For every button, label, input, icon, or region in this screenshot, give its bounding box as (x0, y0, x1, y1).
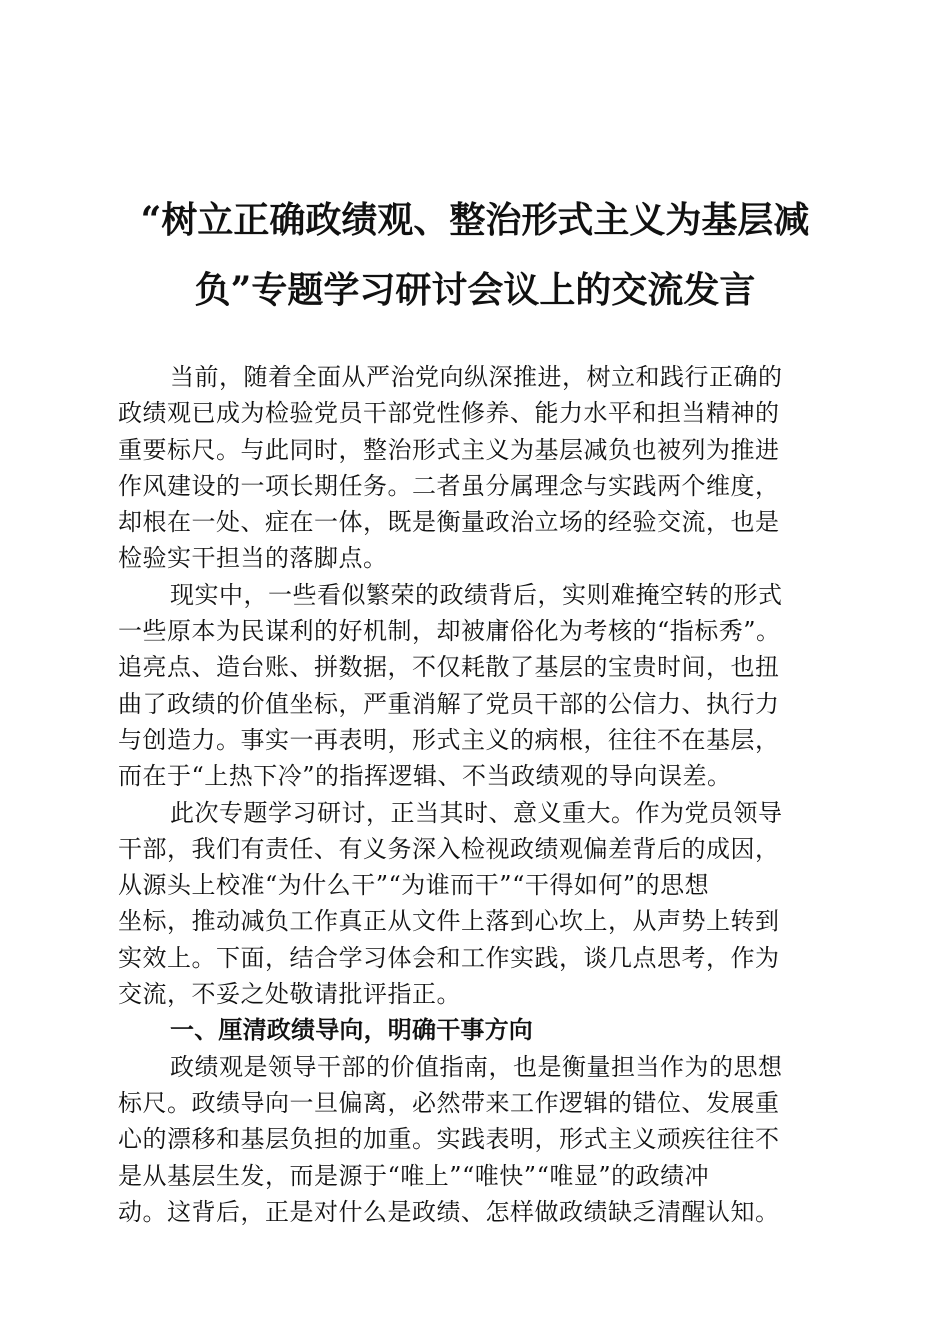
paragraph-line: 政绩观已成为检验党员干部党性修养、能力水平和担当精神的 (118, 399, 780, 428)
paragraph-line: 从源头上校准“为什么干”“为谁而干”“干得如何”的思想 (118, 871, 710, 900)
paragraph-line: 动。这背后，正是对什么是政绩、怎样做政绩缺乏清醒认知。 (118, 1197, 780, 1226)
paragraph-line: 心的漂移和基层负担的加重。实践表明，形式主义顽疾往往不 (118, 1125, 780, 1154)
paragraph-line: 是从基层生发，而是源于“唯上”“唯快”“唯显”的政绩冲 (118, 1161, 710, 1190)
paragraph-line: 此次专题学习研讨，正当其时、意义重大。作为党员领导 (170, 798, 783, 827)
paragraph-line: 曲了政绩的价值坐标，严重消解了党员干部的公信力、执行力 (118, 689, 780, 718)
paragraph-line: 交流，不妥之处敬请批评指正。 (118, 980, 461, 1009)
paragraph-line: 实效上。下面，结合学习体会和工作实践，谈几点思考，作为 (118, 943, 780, 972)
paragraph-line: 标尺。政绩导向一旦偏离，必然带来工作逻辑的错位、发展重 (118, 1088, 780, 1117)
paragraph-line: 现实中，一些看似繁荣的政绩背后，实则难掩空转的形式 (170, 580, 783, 609)
document-title-line-1: “树立正确政绩观、整治形式主义为基层减 (140, 199, 810, 241)
document-title-line-2: 负”专题学习研讨会议上的交流发言 (194, 269, 756, 311)
paragraph-line: 坐标，推动减负工作真正从文件上落到心坎上，从声势上转到 (118, 907, 780, 936)
paragraph-line: 检验实干担当的落脚点。 (118, 544, 388, 573)
paragraph-line: 而在于“上热下冷”的指挥逻辑、不当政绩观的导向误差。 (118, 762, 732, 791)
section-heading: 一、厘清政绩导向，明确干事方向 (170, 1016, 533, 1045)
paragraph-line: 作风建设的一项长期任务。二者虽分属理念与实践两个维度， (118, 471, 780, 500)
paragraph-line: 却根在一处、症在一体，既是衡量政治立场的经验交流，也是 (118, 508, 780, 537)
paragraph-line: 政绩观是领导干部的价值指南，也是衡量担当作为的思想 (170, 1052, 783, 1081)
paragraph-line: 追亮点、造台账、拼数据，不仅耗散了基层的宝贵时间，也扭 (118, 653, 780, 682)
paragraph-line: 与创造力。事实一再表明，形式主义的病根，往往不在基层， (118, 725, 780, 754)
paragraph-line: 当前，随着全面从严治党向纵深推进，树立和践行正确的 (170, 363, 783, 391)
paragraph-line: 干部，我们有责任、有义务深入检视政绩观偏差背后的成因， (118, 834, 780, 863)
paragraph-line: 一些原本为民谋利的好机制，却被庸俗化为考核的“指标秀”。 (118, 617, 781, 646)
paragraph-line: 重要标尺。与此同时，整治形式主义为基层减负也被列为推进 (118, 435, 780, 464)
document-body (118, 359, 838, 1230)
